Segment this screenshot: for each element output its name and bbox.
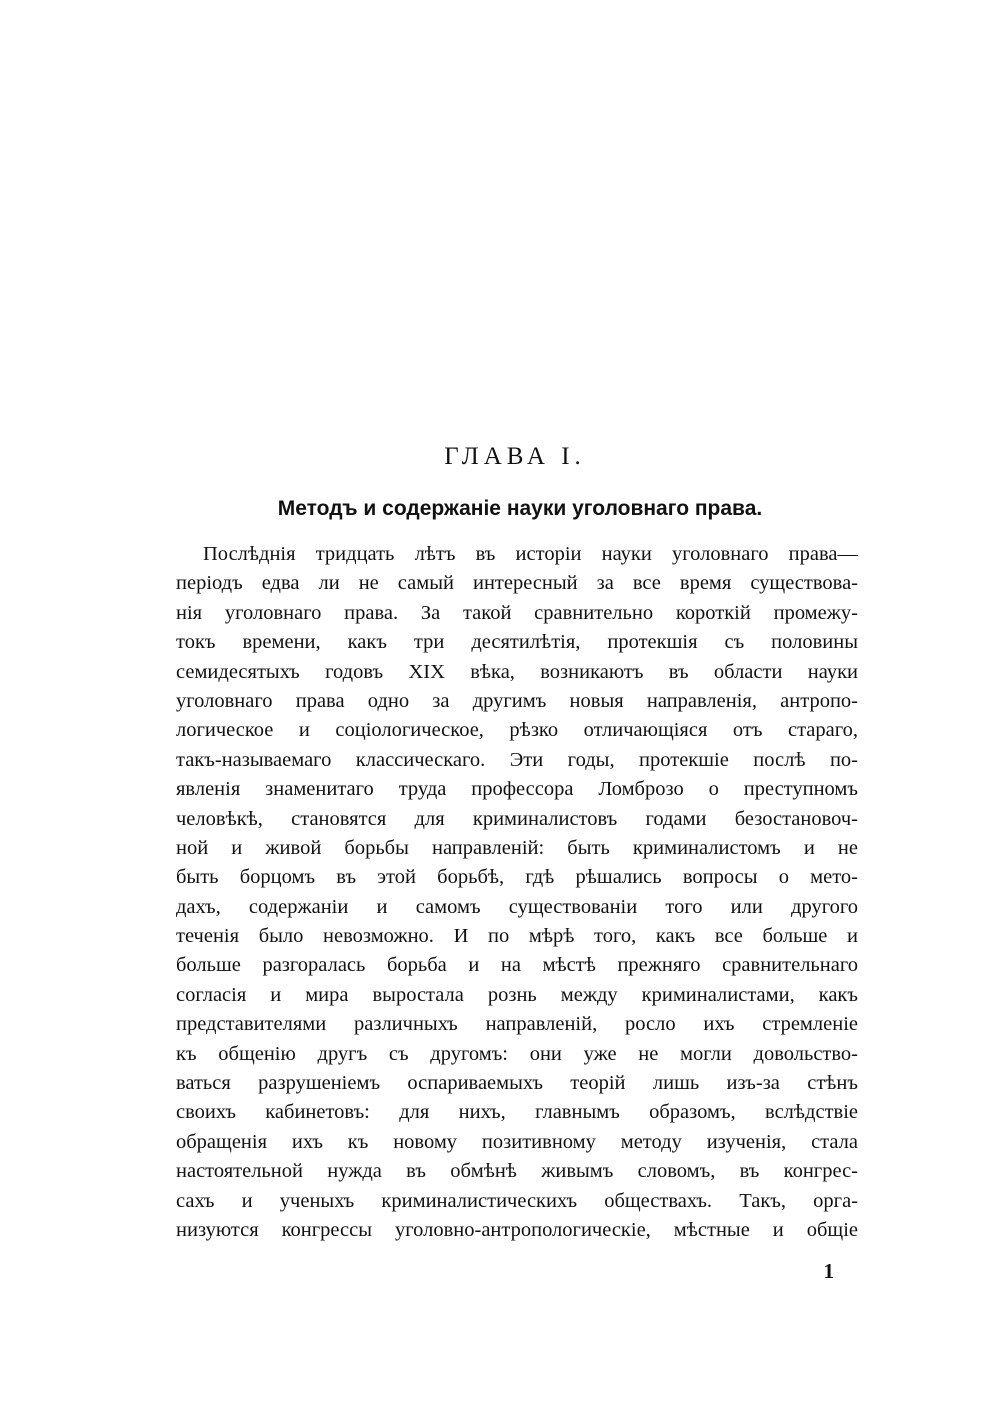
text-line: согласiя и мира выростала рознь между криминалистами, какъ xyxy=(176,983,858,1006)
text-line: такъ-называемаго классическаго. Эти годы, протекшiе послѣ по- xyxy=(176,748,858,771)
text-line: ной и живой борьбы направленiй: быть криминалистомъ и не xyxy=(176,836,858,859)
text-line: обращенiя ихъ къ новому позитивному методу изученiя, стала xyxy=(176,1130,858,1153)
text-line: представителями различныхъ направленiй, росло ихъ стремленiе xyxy=(176,1013,858,1036)
text-line: теченiя было невозможно. И по мѣрѣ того, какъ все больше и xyxy=(176,925,858,948)
text-line: низуются конгрессы уголовно-антропологическiе, мѣстные и общiе xyxy=(176,1218,858,1241)
text-line: своихъ кабинетовъ: для нихъ, главнымъ образомъ, вслѣдствiе xyxy=(176,1101,858,1124)
text-line: больше разгоралась борьба и на мѣстѣ прежняго сравнительнаго xyxy=(176,954,858,977)
chapter-heading: ГЛАВА I. xyxy=(444,443,586,470)
text-line: быть борцомъ въ этой борьбѣ, гдѣ рѣшались вопросы о мето- xyxy=(176,866,858,889)
text-line: сахъ и ученыхъ криминалистическихъ обществахъ. Такъ, орга- xyxy=(176,1189,858,1212)
text-line: нiя уголовнаго права. За такой сравнительно короткiй промежу- xyxy=(176,601,858,624)
text-line: къ общенiю другъ съ другомъ: они уже не могли довольство- xyxy=(176,1042,858,1065)
text-line: ваться разрушенiемъ оспариваемыхъ теорiй лишь изъ-за стѣнъ xyxy=(176,1072,858,1095)
page-number: 1 xyxy=(823,1259,834,1283)
text-line: перiодъ едва ли не самый интересный за все время существова- xyxy=(176,572,858,595)
chapter-title: Методъ и содержанiе науки уголовнаго права. xyxy=(277,497,763,520)
text-line: токъ времени, какъ три десятилѣтiя, протекшiя съ половины xyxy=(176,631,858,654)
text-line: явленiя знаменитаго труда профессора Ломброзо о преступномъ xyxy=(176,778,858,801)
text-line: логическое и соцiологическое, рѣзко отличающiяся отъ стараго, xyxy=(176,719,858,742)
text-line: уголовнаго права одно за другимъ новыя направленiя, антропо- xyxy=(176,689,858,712)
text-line: семидесятыхъ годовъ XIX вѣка, возникаютъ въ области науки xyxy=(176,660,858,683)
text-line: человѣкѣ, становятся для криминалистовъ годами безостановоч- xyxy=(176,807,858,830)
text-line: Послѣднiя тридцать лѣтъ въ исторiи науки уголовнаго права— xyxy=(203,543,858,565)
text-line: дахъ, содержанiи и самомъ существованiи того или другого xyxy=(176,895,858,918)
body-paragraph xyxy=(176,540,858,1245)
text-line: настоятельной нужда въ обмѣнѣ живымъ словомъ, въ конгрес- xyxy=(176,1160,858,1183)
